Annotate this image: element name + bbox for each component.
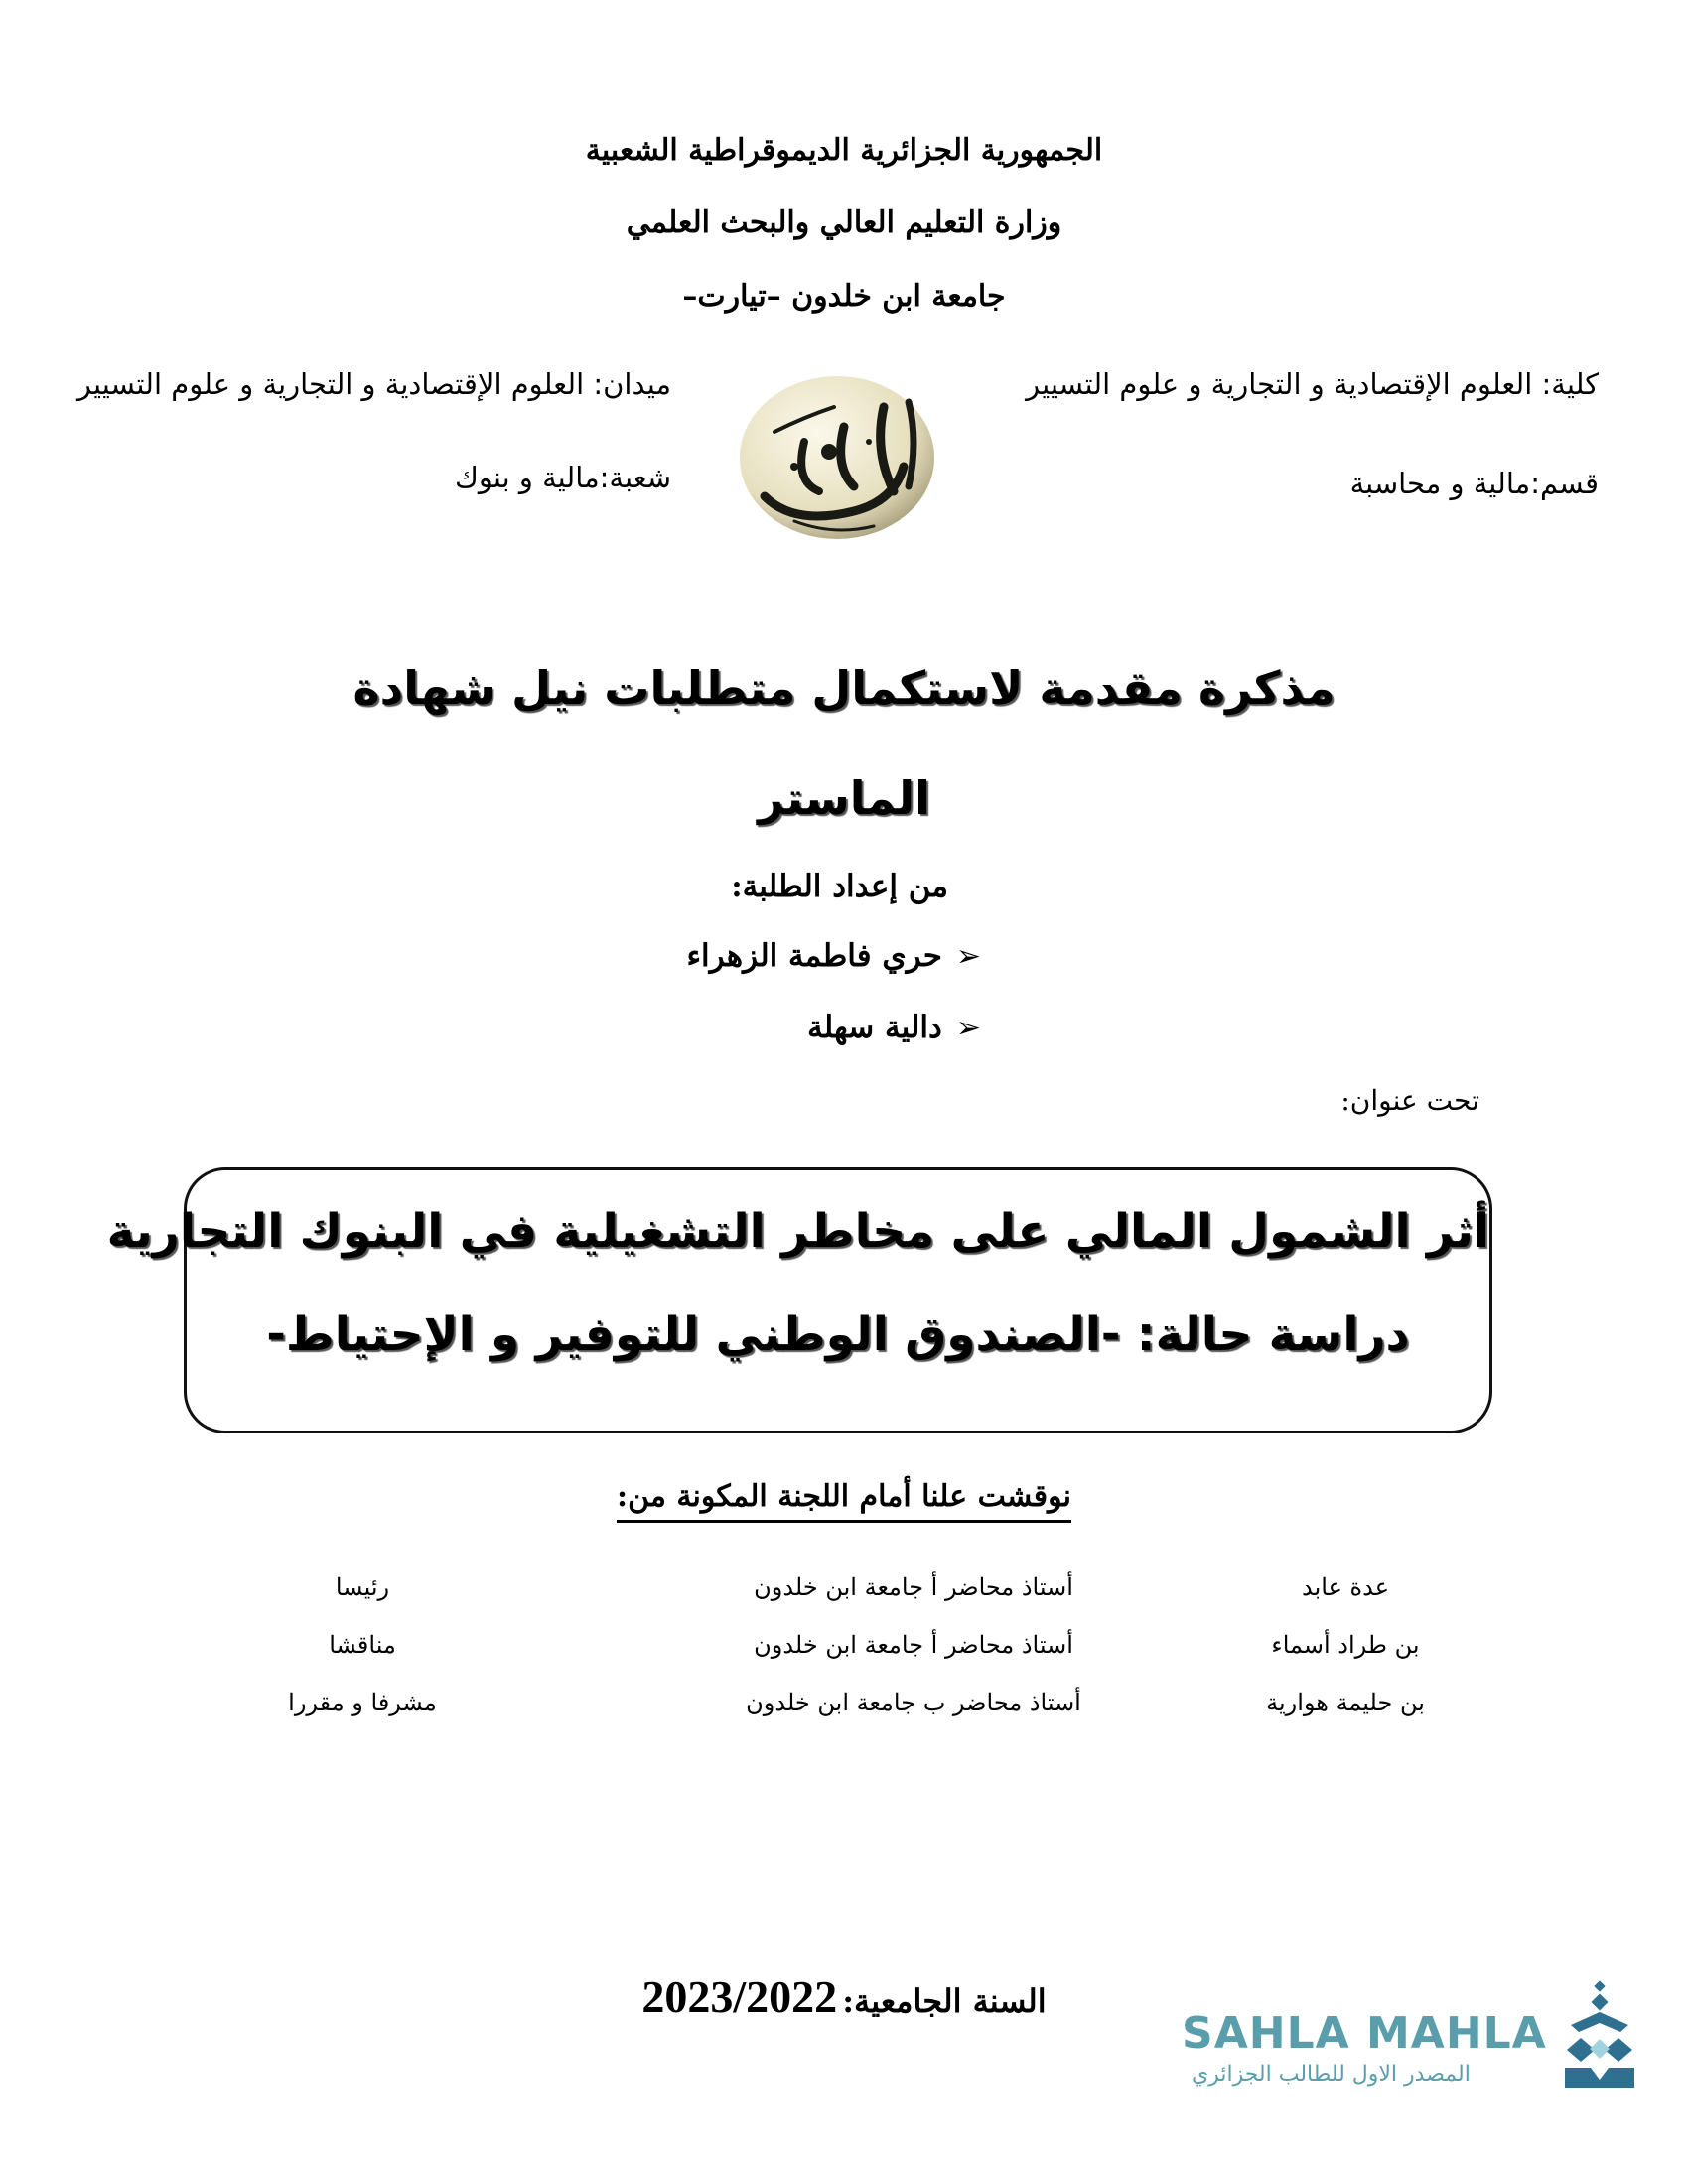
committee-heading: نوقشت علنا أمام اللجنة المكونة من: [617,1479,1071,1523]
student-name: حري فاطمة الزهراء [686,938,942,974]
committee-heading-wrap [0,1479,1688,1523]
thesis-title-line-1: أثر الشمول المالي على مخاطر التشغيلية في البنوك التجارية [106,1204,1489,1259]
academic-year-label: السنة الجامعية: [842,1982,1047,2020]
student-item [686,938,981,974]
degree-name: الماستر [758,771,930,825]
member-role: مشرفا و مقررا [288,1689,437,1716]
university-heading: جامعة ابن خلدون –تيارت– [682,279,1006,314]
sahla-mahla-watermark [1182,1980,1638,2100]
field-label: ميدان: العلوم الإقتصادية و التجارية و علوم التسيير [77,367,671,401]
arrow-bullet-icon: ➢ [955,939,981,974]
academic-year-value: 2023/2022 [641,1972,838,2022]
branch-label: شعبة:مالية و بنوك [454,461,671,494]
faculty-label: كلية: العلوم الإقتصادية و التجارية و علوم التسيير [1026,367,1599,401]
student-name: دالية سهلة [807,1010,942,1045]
member-role: مناقشا [329,1631,396,1659]
member-rank: أستاذ محاضر أ جامعة ابن خلدون [754,1631,1073,1659]
ministry-heading: وزارة التعليم العالي والبحث العلمي [626,205,1062,240]
watermark-tagline: المصدر الاول للطالب الجزائري [1192,2062,1471,2087]
sahla-emblem-icon [1561,1980,1638,2100]
member-rank: أستاذ محاضر أ جامعة ابن خلدون [754,1573,1073,1601]
calligraphy-emblem-icon [735,372,939,543]
thesis-title-line-2: دراسة حالة: -الصندوق الوطني للتوفير و الإحتياط- [266,1307,1410,1362]
prepared-by-label: من إعداد الطلبة: [731,869,948,904]
member-name: عدة عابد [1301,1573,1390,1601]
member-rank: أستاذ محاضر ب جامعة ابن خلدون [746,1689,1081,1716]
republic-heading: الجمهورية الجزائرية الديموقراطية الشعبية [585,133,1103,168]
watermark-brand: SAHLA MAHLA [1182,2008,1547,2059]
member-role: رئيسا [335,1573,390,1601]
university-logo [735,372,939,543]
student-item [807,1010,981,1045]
academic-year [635,1971,1053,2023]
member-name: بن طراد أسماء [1271,1631,1420,1659]
thesis-title-box [106,1167,1492,1433]
member-name: بن حليمة هوارية [1266,1689,1425,1716]
thesis-purpose-line: مذكرة مقدمة لاستكمال متطلبات نيل شهادة [352,661,1336,715]
arrow-bullet-icon: ➢ [955,1011,981,1045]
under-title-label: تحت عنوان: [1340,1084,1479,1117]
department-label: قسم:مالية و محاسبة [1349,467,1599,500]
